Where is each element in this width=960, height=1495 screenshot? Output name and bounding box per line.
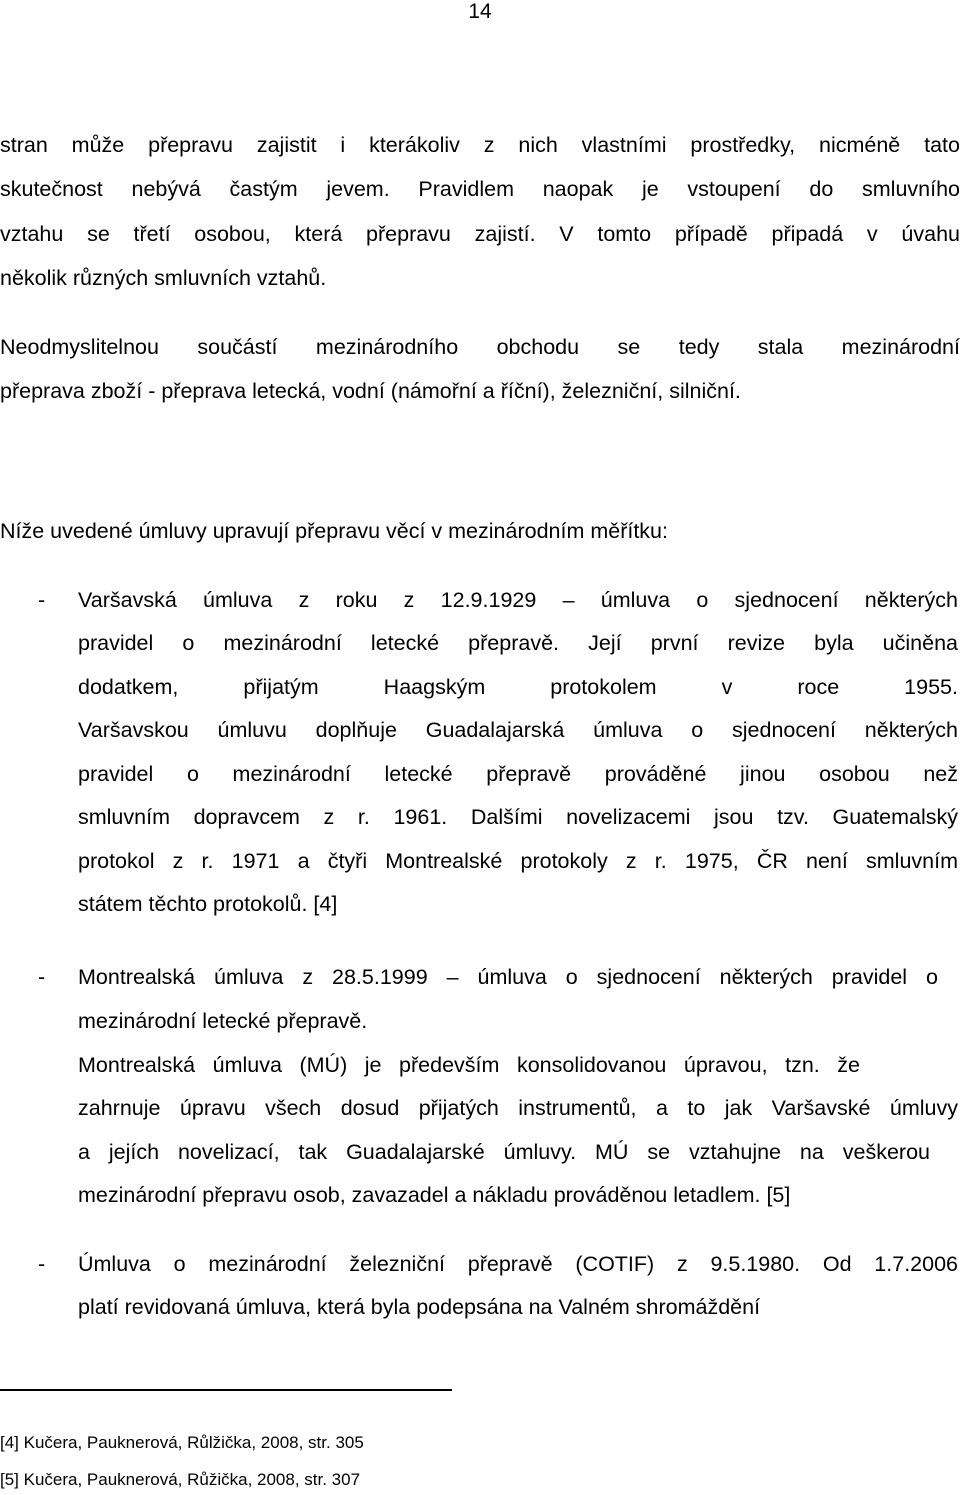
text-line: Úmluva o mezinárodní železniční přepravě (COTIF) z 9.5.1980. Od 1.7.2006	[78, 1252, 958, 1276]
text-line: protokol z r. 1971 a čtyři Montrealské protokoly z r. 1975, ČR není smluvním	[78, 849, 958, 873]
text-line: mezinárodní přepravu osob, zavazadel a nákladu prováděnou letadlem. [5]	[78, 1183, 791, 1207]
text-line: stran může přepravu zajistit i kterákoliv z nich vlastními prostředky, nicméně tato	[0, 133, 960, 157]
text-line: Montrealská úmluva z 28.5.1999 – úmluva o sjednocení některých pravidel o	[78, 965, 938, 989]
text-line: dodatkem, přijatým Haagským protokolem v roce 1955.	[78, 675, 958, 699]
text-line: vztahu se třetí osobou, která přepravu zajistí. V tomto případě připadá v úvahu	[0, 222, 960, 246]
text-line: několik různých smluvních vztahů.	[0, 266, 327, 290]
list-intro: Níže uvedené úmluvy upravují přepravu věcí v mezinárodním měřítku:	[0, 519, 668, 543]
list-bullet: -	[38, 1252, 46, 1276]
page-number: 14	[468, 0, 492, 23]
text-line: Neodmyslitelnou součástí mezinárodního obchodu se tedy stala mezinárodní	[0, 335, 960, 359]
footnote: [5] Kučera, Pauknerová, Růžička, 2008, str. 307	[0, 1470, 361, 1489]
text-line: smluvním dopravcem z r. 1961. Dalšími novelizacemi jsou tzv. Guatemalský	[78, 805, 958, 829]
footnote-separator	[0, 1389, 452, 1391]
text-line: pravidel o mezinárodní letecké přepravě prováděné jinou osobou než	[78, 762, 958, 786]
text-line: pravidel o mezinárodní letecké přepravě. Její první revize byla učiněna	[78, 631, 958, 655]
text-line: Montrealská úmluva (MÚ) je především konsolidovanou úpravou, tzn. že	[78, 1053, 860, 1077]
text-line: skutečnost nebývá častým jevem. Pravidlem naopak je vstoupení do smluvního	[0, 177, 960, 201]
list-bullet: -	[38, 588, 46, 612]
text-line: Varšavská úmluva z roku z 12.9.1929 – úmluva o sjednocení některých	[78, 588, 958, 612]
text-line: zahrnuje úpravu všech dosud přijatých instrumentů, a to jak Varšavské úmluvy	[78, 1096, 958, 1120]
text-line: přeprava zboží - přeprava letecká, vodní (námořní a říční), železniční, silniční.	[0, 379, 741, 403]
text-line: a jejích novelizací, tak Guadalajarské úmluvy. MÚ se vztahujne na veškerou	[78, 1140, 930, 1164]
list-bullet: -	[38, 965, 46, 989]
text-line: státem těchto protokolů. [4]	[78, 892, 338, 916]
text-line: Varšavskou úmluvu doplňuje Guadalajarská úmluva o sjednocení některých	[78, 718, 958, 742]
footnote: [4] Kučera, Pauknerová, Růlžička, 2008, str. 305	[0, 1433, 364, 1452]
text-line: mezinárodní letecké přepravě.	[78, 1009, 368, 1033]
text-line: platí revidovaná úmluva, která byla podepsána na Valném shromáždění	[78, 1295, 761, 1319]
